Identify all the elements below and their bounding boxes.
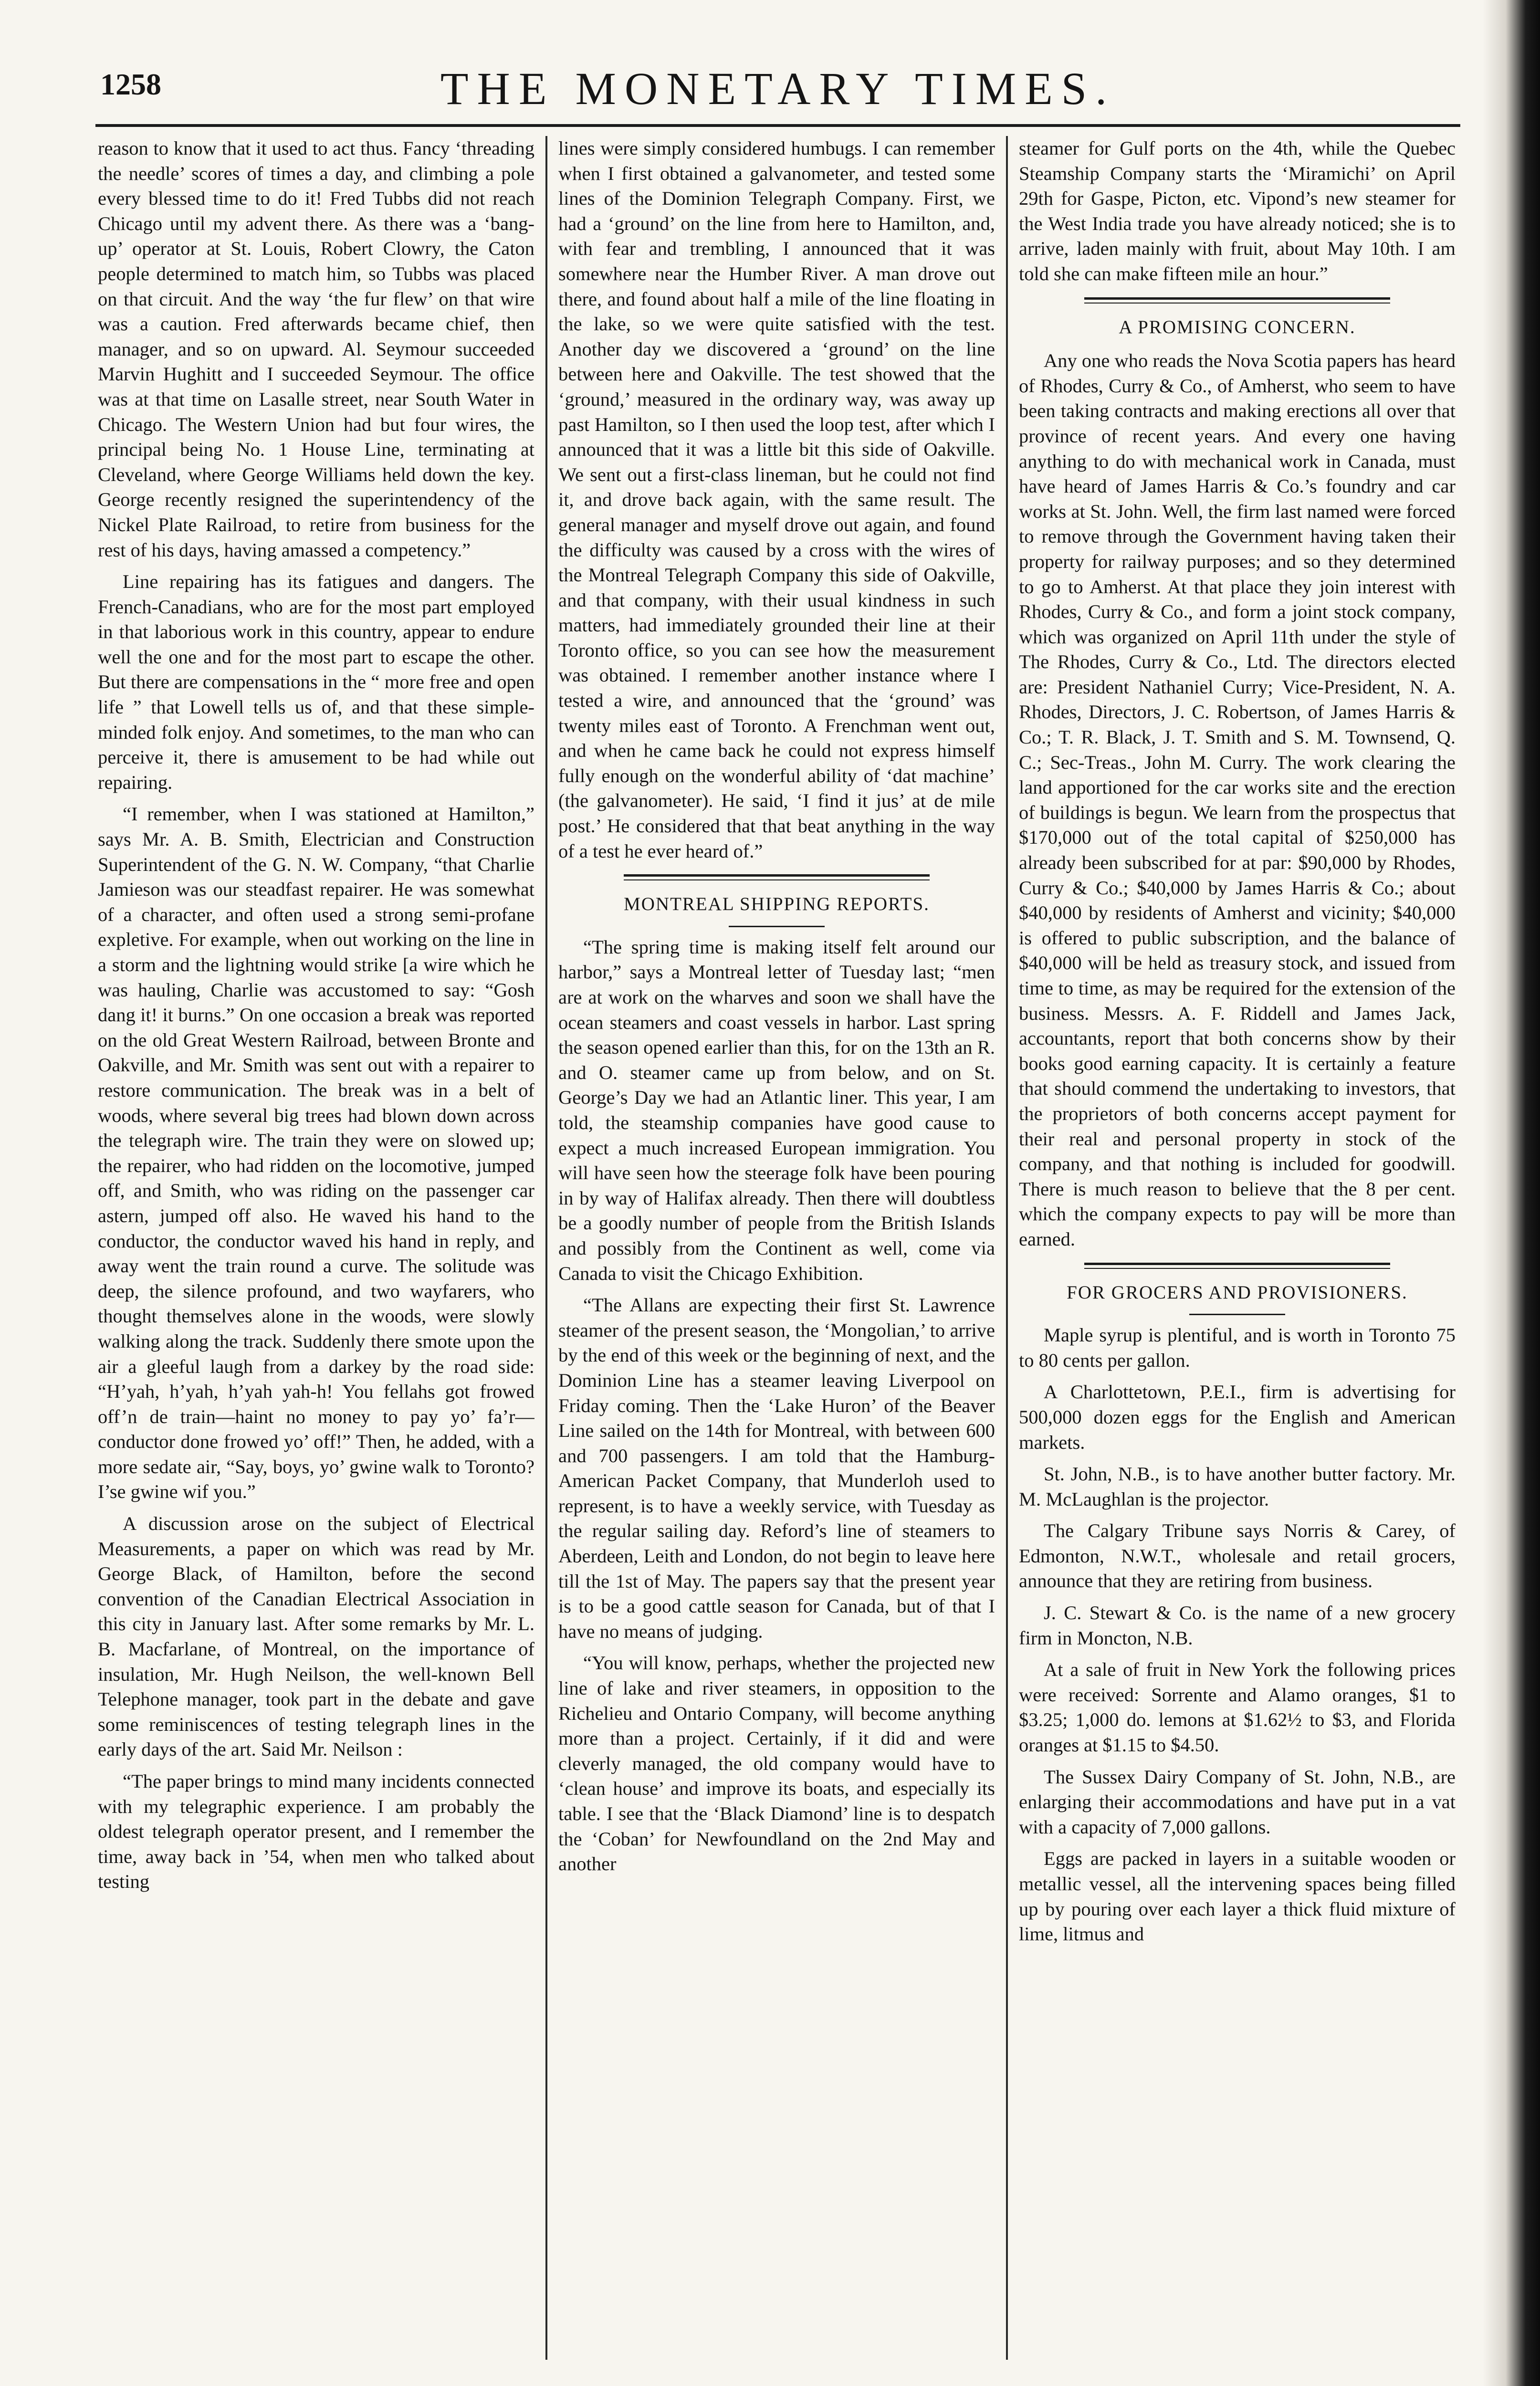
page-number: 1258 (100, 67, 161, 101)
article-paragraph: The Calgary Tribune says Norris & Carey, of Edmonton, N.W.T., wholesale and retail grocers, announce that they are retiring from business. (1019, 1520, 1456, 1592)
section-rule (1084, 297, 1390, 303)
page-header (100, 57, 1456, 124)
page-edge-shadow (1483, 0, 1540, 2386)
column-2 (558, 136, 995, 2360)
article-paragraph: Eggs are packed in layers in a suitable wooden or metallic vessel, all the intervening spaces being filled up by pouring over each layer a thick fluid mixture of lime, litmus and (1019, 1848, 1456, 1945)
section-heading-promising-concern: A PROMISING CONCERN. (1119, 316, 1356, 337)
article-paragraph: “You will know, perhaps, whether the projected new line of lake and river steamers, in opposition to the Richelieu and Ontario Company, will become anything more than a project. Certainly, if it did and were cleverly managed, the old company would have to ‘clean house’ and improve its boats, and especially its table. I see that the ‘Black Diamond’ line is to despatch the ‘Coban’ for Newfoundland on the 2nd May and another (558, 1652, 995, 1875)
column-divider (1006, 136, 1008, 2360)
header-rule (95, 124, 1460, 127)
article-paragraph: “The spring time is making itself felt around our harbor,” says a Montreal letter of Tuesday last; “men are at work on the wharves and soon we shall have the ocean steamers and coast vessels in harbor. Last spring the season opened earlier than this, for on the 13th an R. and O. steamer came up from below, and on St. George’s Day we had an Atlantic liner. This year, I am told, the steamship companies have good cause to expect a much increased European immigration. You will have seen how the steerage folk have been pouring in by way of Halifax already. Then there will doubtless be a goodly number of people from the British Islands and possibly from the Continent as well, come via Canada to visit the Chicago Exhibition. (558, 936, 995, 1284)
article-paragraph: A discussion arose on the subject of Electrical Measurements, a paper on which was read by Mr. George Black, of Hamilton, before the second convention of the Canadian Electrical Association in this city in January last. After some remarks by Mr. L. B. Macfarlane, of Montreal, on the importance of insulation, Mr. Hugh Neilson, the well-known Bell Telephone manager, took part in the debate and gave some reminiscences of testing telegraph lines in the early days of the art. Said Mr. Neilson : (98, 1513, 534, 1760)
article-paragraph: lines were simply considered humbugs. I can remember when I first obtained a galvanometer, and tested some lines of the Dominion Telegraph Company. First, we had a ‘ground’ on the line from here to Hamilton, and, with fear and trembling, I announced that it was somewhere near the Humber River. A man drove out there, and found about half a mile of the line floating in the lake, so we were quite satisfied with the test. Another day we discovered a ‘ground’ on the line between here and Oakville. The test showed that the ‘ground,’ measured in the ordinary way, was away up past Hamilton, so I then used the loop test, after which I announced that it was a little bit this side of Oakville. We sent out a first-class lineman, but he could not find it, and drove back again, with the same result. The general manager and myself drove out again, and found the difficulty was caused by a cross with the wires of the Montreal Telegraph Company this side of Oakville, and that company, with their usual kindness in such matters, had immediately grounded their line at their Toronto office, so you can see how the measurement was obtained. I remember another instance where I tested a wire, and announced that the ‘ground’ was twenty miles east of Toronto. A Frenchman went out, and when he came back he could not express himself fully enough on the wonderful ability of ‘dat machine’ (the galvanometer). He said, ‘I find it jus’ at de mile post.’ He considered that that beat anything in the way of a test he ever heard of.” (558, 137, 995, 862)
article-paragraph: Line repairing has its fatigues and dangers. The French-Canadians, who are for the most part employed in that laborious work in this country, appear to endure well the one and for the most part to escape the other. But there are compensations in the “ more free and open life ” that Lowell tells us of, and that these simple-minded folk enjoy. And sometimes, to the man who can perceive it, there is amusement to be had while out repairing. (98, 571, 534, 793)
article-paragraph: “The paper brings to mind many incidents connected with my telegraphic experience. I am probably the oldest telegraph operator present, and I remember the time, away back in ’54, when men who talked about testing (98, 1770, 534, 1893)
article-paragraph: J. C. Stewart & Co. is the name of a new grocery firm in Moncton, N.B. (1019, 1602, 1456, 1649)
article-paragraph: steamer for Gulf ports on the 4th, while the Quebec Steamship Company starts the ‘Miramichi’ on April 29th for Gaspe, Picton, etc. Vipond’s new steamer for the West India trade you have already noticed; she is to arrive, laden mainly with fruit, about May 10th. I am told she can make fifteen mile an hour.” (1019, 137, 1456, 284)
section-heading-shipping: MONTREAL SHIPPING REPORTS. (624, 894, 930, 915)
article-paragraph: “The Allans are expecting their first St. Lawrence steamer of the present season, the ‘Mongolian,’ to arrive by the end of this week or the beginning of next, and the Dominion Line has a steamer leaving Liverpool on Friday coming. Then the ‘Lake Huron’ of the Beaver Line sailed on the 14th for Montreal, with between 600 and 700 passengers. I am told that the Hamburg-American Packet Company, that Munderloh used to represent, is to have a weekly service, with Tuesday as the regular sailing day. Reford’s line of steamers to Aberdeen, Leith and London, do not begin to leave here till the 1st of May. The papers say that the present year is to be a good cattle season for Canada, but of that I have no means of judging. (558, 1294, 995, 1642)
article-paragraph: Any one who reads the Nova Scotia papers has heard of Rhodes, Curry & Co., of Amherst, who seem to have been taking contracts and making erections all over that province of recent years. And every one having anything to do with mechanical work in Canada, must have heard of James Harris & Co.’s foundry and car works at St. John. Well, the firm last named were forced to remove through the Government having taken their property for railway purposes; and so they determined to go to Amherst. At that place they join interest with Rhodes, Curry & Co., and form a joint stock company, which was organized on April 11th under the style of The Rhodes, Curry & Co., Ltd. The directors elected are: President Nathaniel Curry; Vice-President, N. A. Rhodes, Directors, J. C. Robertson, of James Harris & Co.; T. R. Black, J. T. Smith and S. M. Townsend, Q. C.; Sec-Treas., John M. Curry. The work clearing the land apportioned for the car works site and the erection of buildings is begun. We learn from the prospectus that $170,000 out of the total capital of $250,000 has already been subscribed for at par: $90,000 by Rhodes, Curry & Co.; $40,000 by James Harris & Co.; about $40,000 by residents of Amherst and vicinity; $40,000 is offered to public subscription, and the balance of $40,000 will be held as treasury stock, and issued from time to time, as may be required for the extension of the business. Messrs. A. F. Riddell and James Jack, accountants, report that both concerns show by their books good earning capacity. It is certainly a feature that should commend the undertaking to investors, that the proprietors of both concerns accept payment for their real and personal property in stock of the company, and that nothing is included for goodwill. There is much reason to believe that the 8 per cent. which the company expects to pay will be more than earned. (1019, 350, 1456, 1250)
article-paragraph: At a sale of fruit in New York the following prices were received: Sorrente and Alamo oranges, $1 to $3.25; 1,000 do. lemons at $1.62½ to $3, and Florida oranges at $1.15 to $4.50. (1019, 1659, 1456, 1756)
column-3 (1019, 136, 1456, 2360)
article-paragraph: reason to know that it used to act thus. Fancy ‘threading the needle’ scores of times a day, and climbing a pole every blessed time to do it! Fred Tubbs did not reach Chicago until my advent there. As there was a ‘bang-up’ operator at St. Louis, Robert Clowry, the Caton people determined to match him, so Tubbs was placed on that circuit. And the way ‘the fur flew’ on that wire was a caution. Fred afterwards became chief, then manager, and so on upward. Al. Seymour succeeded Marvin Hughitt and I succeeded Seymour. The office was at that time on Lasalle street, near South Water in Chicago. The Western Union had but four wires, the principal being No. 1 House Line, terminating at Cleveland, where George Williams held down the key. George recently resigned the superintendency of the Nickel Plate Railroad, to retire from business for the rest of his days, having amassed a competency.” (98, 137, 534, 561)
short-rule (1189, 1314, 1285, 1315)
article-paragraph: A Charlottetown, P.E.I., firm is advertising for 500,000 dozen eggs for the English and American markets. (1019, 1381, 1456, 1453)
section-heading-grocers: FOR GROCERS AND PROVISIONERS. (1067, 1282, 1408, 1303)
article-paragraph: “I remember, when I was stationed at Hamilton,” says Mr. A. B. Smith, Electrician and Construction Superintendent of the G. N. W. Company, “that Charlie Jamieson was our steadfast repairer. He was somewhat of a character, and often used a strong semi-profane expletive. For example, when out working on the line in a storm and the lightning would strike [a wire which he was hauling, Charlie was accustomed to say: “Gosh dang it! it burns.” On one occasion a break was reported on the old Great Western Railroad, between Bronte and Oakville, and Mr. Smith was sent out with a repairer to restore communication. The break was in a belt of woods, where several big trees had blown down across the telegraph wire. The train they were on slowed up; the repairer, who had ridden on the locomotive, jumped off, and Smith, who was riding on the passenger car astern, jumped off also. He waved his hand to the conductor, the conductor waved his hand in reply, and away went the train round a curve. The solitude was deep, the silence profound, and two wayfarers, who thought themselves alone in the woods, were slowly walking along the track. Suddenly there smote upon the air a gleeful laugh from a darkey by the road side: “H’yah, h’yah, h’yah yah-h! You fellahs got frowed off’n de train—haint no money to pay yo’ fa’r—conductor done frowed yo’ off!” Then, he added, with a more sedate air, “Say, boys, yo’ gwine walk to Toronto? I’se gwine wif you.” (98, 803, 534, 1503)
short-rule (729, 926, 825, 927)
article-paragraph: The Sussex Dairy Company of St. John, N.B., are enlarging their accommodations and have put in a vat with a capacity of 7,000 gallons. (1019, 1766, 1456, 1838)
column-divider (545, 136, 547, 2360)
article-paragraph: St. John, N.B., is to have another butter factory. Mr. M. McLaughlan is the projector. (1019, 1463, 1456, 1510)
column-1 (98, 136, 534, 2360)
article-paragraph: Maple syrup is plentiful, and is worth in Toronto 75 to 80 cents per gallon. (1019, 1324, 1456, 1371)
section-rule (624, 874, 930, 880)
section-rule (1084, 1263, 1390, 1269)
masthead-title: THE MONETARY TIMES. (440, 63, 1116, 114)
